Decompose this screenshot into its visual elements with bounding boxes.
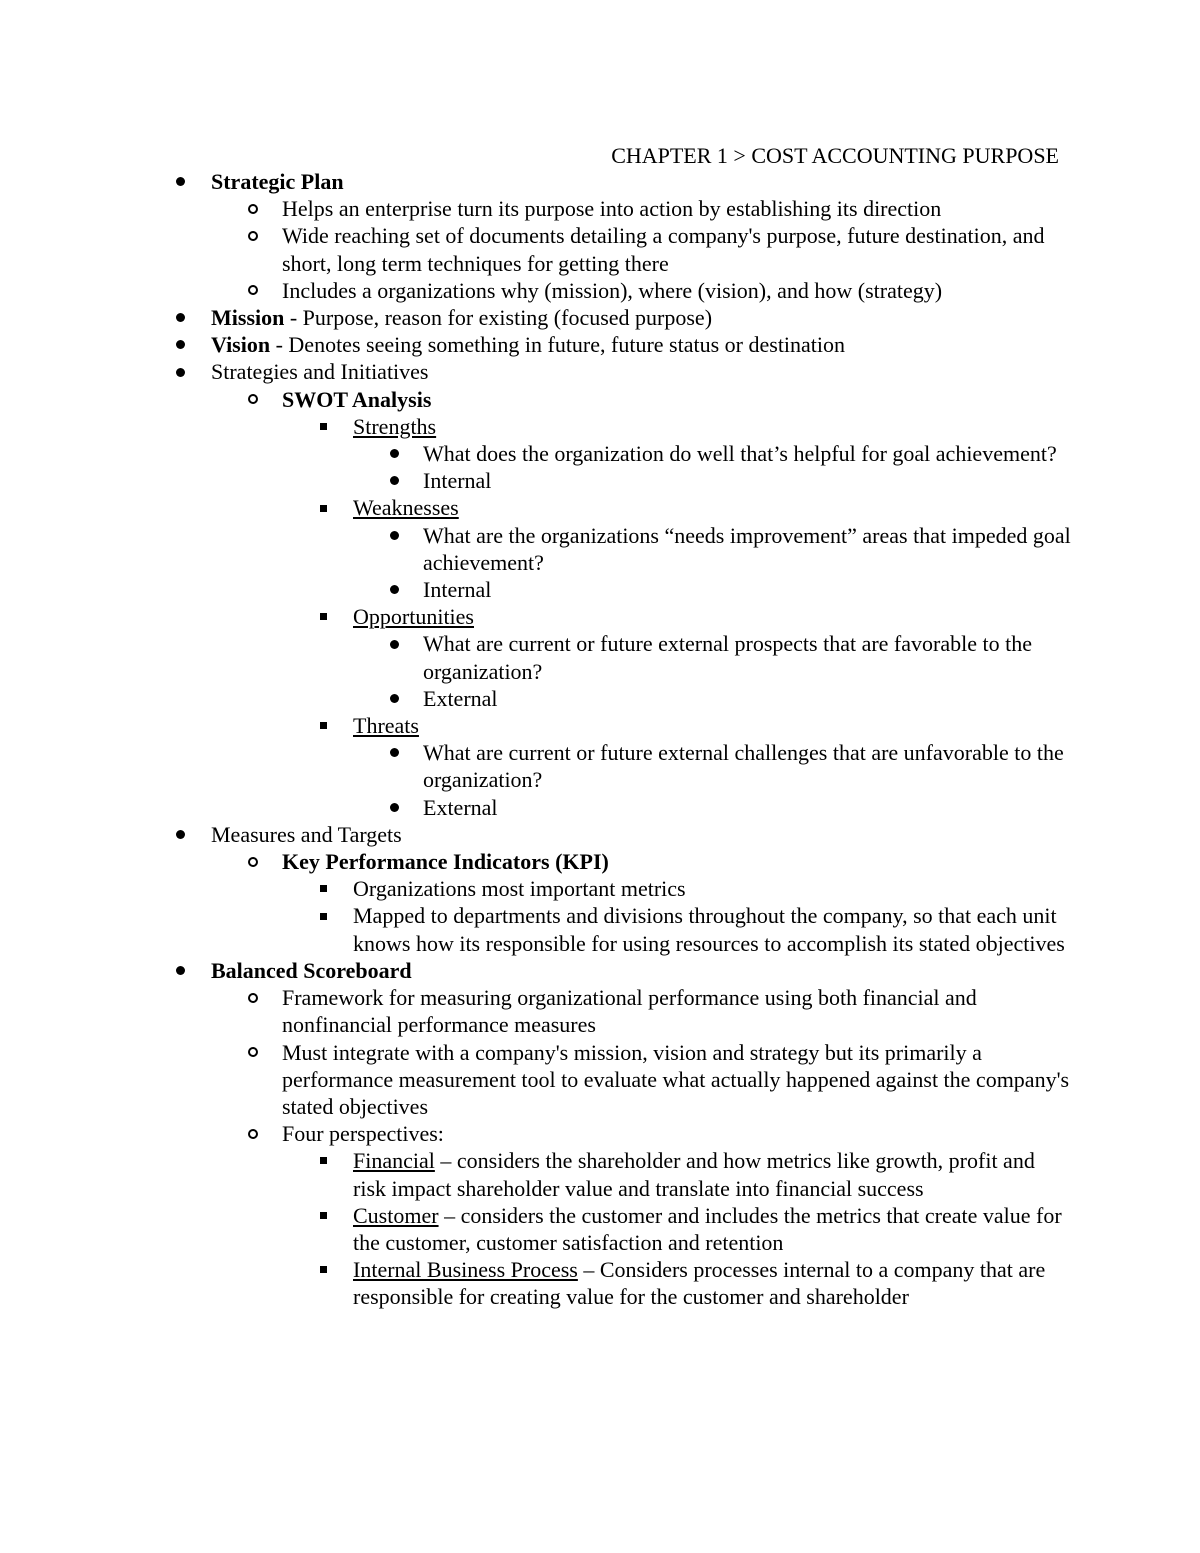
list-item [172,522,1072,576]
bullet-icon [176,168,185,195]
heading-balanced-scoreboard: Balanced Scoreboard [211,957,412,983]
list-item [172,603,1072,630]
bullet-icon [390,467,399,494]
item-text: What are the organizations “needs improvement” areas that impeded goal achievement? [423,522,1071,575]
list-item [172,358,1072,385]
list-item [172,902,1072,956]
list-item [172,195,1072,222]
list-item [172,1147,1072,1201]
item-text: Framework for measuring organizational performance using both financial and nonfinancial performance measures [282,985,977,1038]
bullet-icon [390,576,399,603]
list-item [172,1256,1072,1310]
item-text: Internal [423,577,492,603]
swot-threats: Threats [353,713,419,739]
list-item [172,576,1072,603]
circle-bullet-icon [248,222,258,249]
list-item [172,875,1072,902]
definition-vision: - Denotes seeing something in future, future status or destination [270,332,846,358]
circle-bullet-icon [248,1120,258,1147]
list-item [172,821,1072,848]
square-bullet-icon [320,603,327,630]
list-item [172,304,1072,331]
item-text: What does the organization do well that’s helpful for goal achievement? [423,441,1057,467]
list-item [172,848,1072,875]
list-item [172,739,1072,793]
term-vision: Vision [211,332,271,358]
circle-bullet-icon [248,195,258,222]
item-text: Helps an enterprise turn its purpose into action by establishing its direction [282,196,942,222]
item-text: What are current or future external prospects that are favorable to the organization? [423,631,1032,684]
swot-strengths: Strengths [353,413,437,439]
item-text: What are current or future external challenges that are unfavorable to the organization? [423,740,1064,793]
list-item [172,168,1072,195]
list-item [172,984,1072,1038]
bullet-icon [390,794,399,821]
item-text: – considers the shareholder and how metrics like growth, profit and risk impact shareholder value and translate into financial success [353,1148,1035,1201]
bullet-icon [176,821,185,848]
heading-kpi: Key Performance Indicators (KPI) [282,849,609,875]
bullet-icon [390,739,399,766]
heading-strategic-plan: Strategic Plan [211,169,344,194]
item-text: – Considers processes internal to a company that are responsible for creating value for the customer and shareholder [353,1257,1046,1310]
chapter-header: CHAPTER 1 > COST ACCOUNTING PURPOSE [611,143,1059,168]
item-text: Must integrate with a company's mission, vision and strategy but its primarily a performance measurement tool to evaluate what actually happened against the company's stated objectives [282,1039,1070,1119]
circle-bullet-icon [248,848,258,875]
list-item [172,1039,1072,1121]
perspective-financial: Financial [353,1148,435,1174]
item-text: Four perspectives: [282,1121,444,1147]
circle-bullet-icon [248,386,258,413]
circle-bullet-icon [248,984,258,1011]
item-text: Internal [423,468,492,494]
list-item [172,222,1072,276]
circle-bullet-icon [248,1039,258,1066]
list-item [172,331,1072,358]
square-bullet-icon [320,902,327,929]
item-text: – considers the customer and includes the metrics that create value for the customer, customer satisfaction and retention [353,1202,1062,1255]
definition-mission: - Purpose, reason for existing (focused purpose) [284,305,713,331]
list-item [172,277,1072,304]
swot-opportunities: Opportunities [353,604,474,630]
bullet-icon [390,440,399,467]
square-bullet-icon [320,1202,327,1229]
list-item [172,712,1072,739]
item-text: Includes a organizations why (mission), where (vision), and how (strategy) [282,277,943,303]
perspective-internal-business-process: Internal Business Process [353,1257,578,1283]
bullet-icon [390,685,399,712]
notes-outline [172,168,1072,1311]
bullet-icon [176,331,185,358]
square-bullet-icon [320,712,327,739]
list-item [172,957,1072,984]
heading-swot: SWOT Analysis [282,386,432,412]
perspective-customer: Customer [353,1202,439,1228]
list-item [172,494,1072,521]
bullet-icon [390,522,399,549]
square-bullet-icon [320,1147,327,1174]
list-item [172,630,1072,684]
square-bullet-icon [320,875,327,902]
list-item [172,1120,1072,1147]
item-text: Wide reaching set of documents detailing a company's purpose, future destination, and short, long term techniques for getting there [282,223,1045,276]
swot-weaknesses: Weaknesses [353,495,459,521]
item-text: Mapped to departments and divisions throughout the company, so that each unit knows how its responsible for using resources to accomplish its stated objectives [353,903,1065,956]
list-item [172,467,1072,494]
circle-bullet-icon [248,277,258,304]
list-item [172,685,1072,712]
list-item [172,413,1072,440]
square-bullet-icon [320,494,327,521]
bullet-icon [176,957,185,984]
bullet-icon [176,358,185,385]
item-text: External [423,685,498,711]
term-mission: Mission [211,305,285,331]
bullet-icon [390,630,399,657]
item-text: External [423,794,498,820]
list-item [172,440,1072,467]
heading-strategies: Strategies and Initiatives [211,359,429,385]
list-item [172,386,1072,413]
square-bullet-icon [320,1256,327,1283]
square-bullet-icon [320,413,327,440]
list-item [172,794,1072,821]
list-item [172,1202,1072,1256]
item-text: Organizations most important metrics [353,876,686,902]
bullet-icon [176,304,185,331]
heading-measures: Measures and Targets [211,821,402,847]
